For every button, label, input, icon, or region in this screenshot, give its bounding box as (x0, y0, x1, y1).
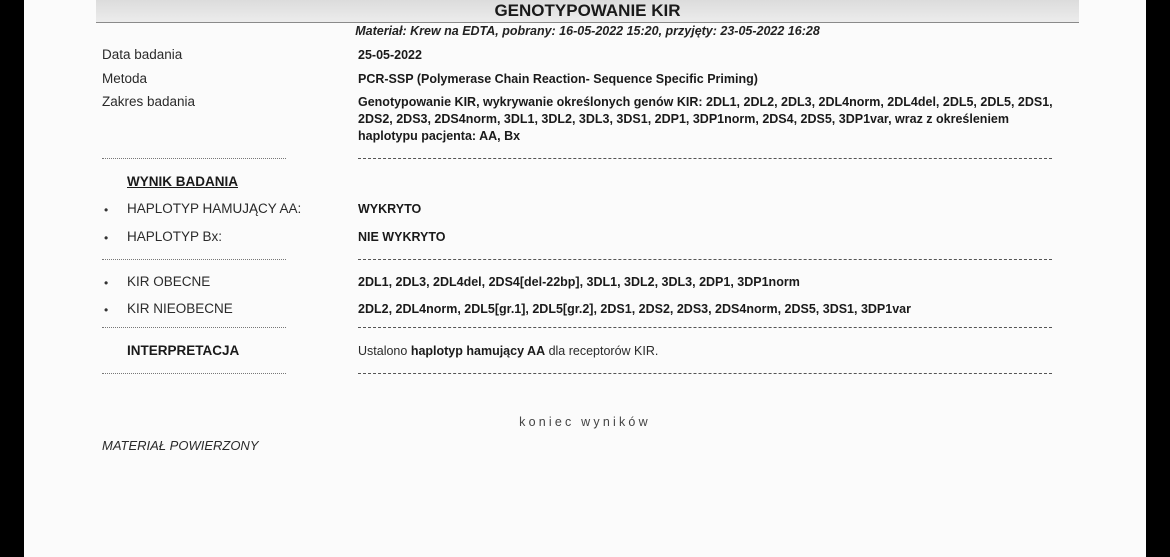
divider-right (358, 158, 1052, 159)
divider-right (358, 373, 1052, 374)
bullet-icon: • (104, 276, 109, 290)
bullet-icon: • (104, 231, 109, 245)
end-of-results: koniec wyników (519, 415, 651, 429)
method-label: Metoda (102, 71, 148, 86)
interpretation-text: Ustalono haplotyp hamujący AA dla receptorów KIR. (358, 344, 659, 358)
bullet-icon: • (104, 303, 109, 317)
method-value: PCR-SSP (Polymerase Chain Reaction- Sequence Specific Priming) (358, 72, 758, 86)
divider-left (102, 259, 286, 260)
material-info: Materiał: Krew na EDTA, pobrany: 16-05-2022 15:20, przyjęty: 23-05-2022 16:28 (355, 24, 820, 38)
interpretation-label: INTERPRETACJA (127, 343, 240, 358)
bullet-icon: • (104, 203, 109, 217)
material-note: MATERIAŁ POWIERZONY (102, 438, 259, 453)
date-value: 25-05-2022 (358, 48, 422, 62)
divider-left (102, 327, 286, 328)
haplotype-bx-label: HAPLOTYP Bx: (127, 229, 223, 244)
scope-label: Zakres badania (102, 94, 196, 109)
document-page (24, 0, 1146, 557)
kir-present-value: 2DL1, 2DL3, 2DL4del, 2DS4[del-22bp], 3DL1, 3DL2, 3DL3, 2DP1, 3DP1norm (358, 275, 800, 289)
scope-value: Genotypowanie KIR, wykrywanie określonych genów KIR: 2DL1, 2DL2, 2DL3, 2DL4norm, 2DL4del, 2DL5, 2DL5, 2DS1, 2DS2, 2DS3, 2DS4norm, 3DL1, 3DL2, 3DL3, 3DS1, 2DP1, 3DP1norm, 2DS4, 2DS5, 3DP1var, wraz z określeniem haplotypu pacjenta: AA, Bx (358, 95, 1053, 143)
result-heading: WYNIK BADANIA (127, 174, 238, 189)
haplotype-bx-value: NIE WYKRYTO (358, 230, 446, 244)
kir-absent-label: KIR NIEOBECNE (127, 301, 233, 316)
divider-right (358, 259, 1052, 260)
title-band (96, 0, 1079, 23)
divider-left (102, 373, 286, 374)
kir-absent-value: 2DL2, 2DL4norm, 2DL5[gr.1], 2DL5[gr.2], 2DS1, 2DS2, 2DS3, 2DS4norm, 2DS5, 3DS1, 3DP1var (358, 302, 911, 316)
date-label: Data badania (102, 47, 183, 62)
haplotype-aa-label: HAPLOTYP HAMUJĄCY AA: (127, 201, 302, 216)
page-title: GENOTYPOWANIE KIR (494, 1, 681, 20)
divider-right (358, 327, 1052, 328)
kir-present-label: KIR OBECNE (127, 274, 211, 289)
haplotype-aa-value: WYKRYTO (358, 202, 422, 216)
divider-left (102, 158, 286, 159)
